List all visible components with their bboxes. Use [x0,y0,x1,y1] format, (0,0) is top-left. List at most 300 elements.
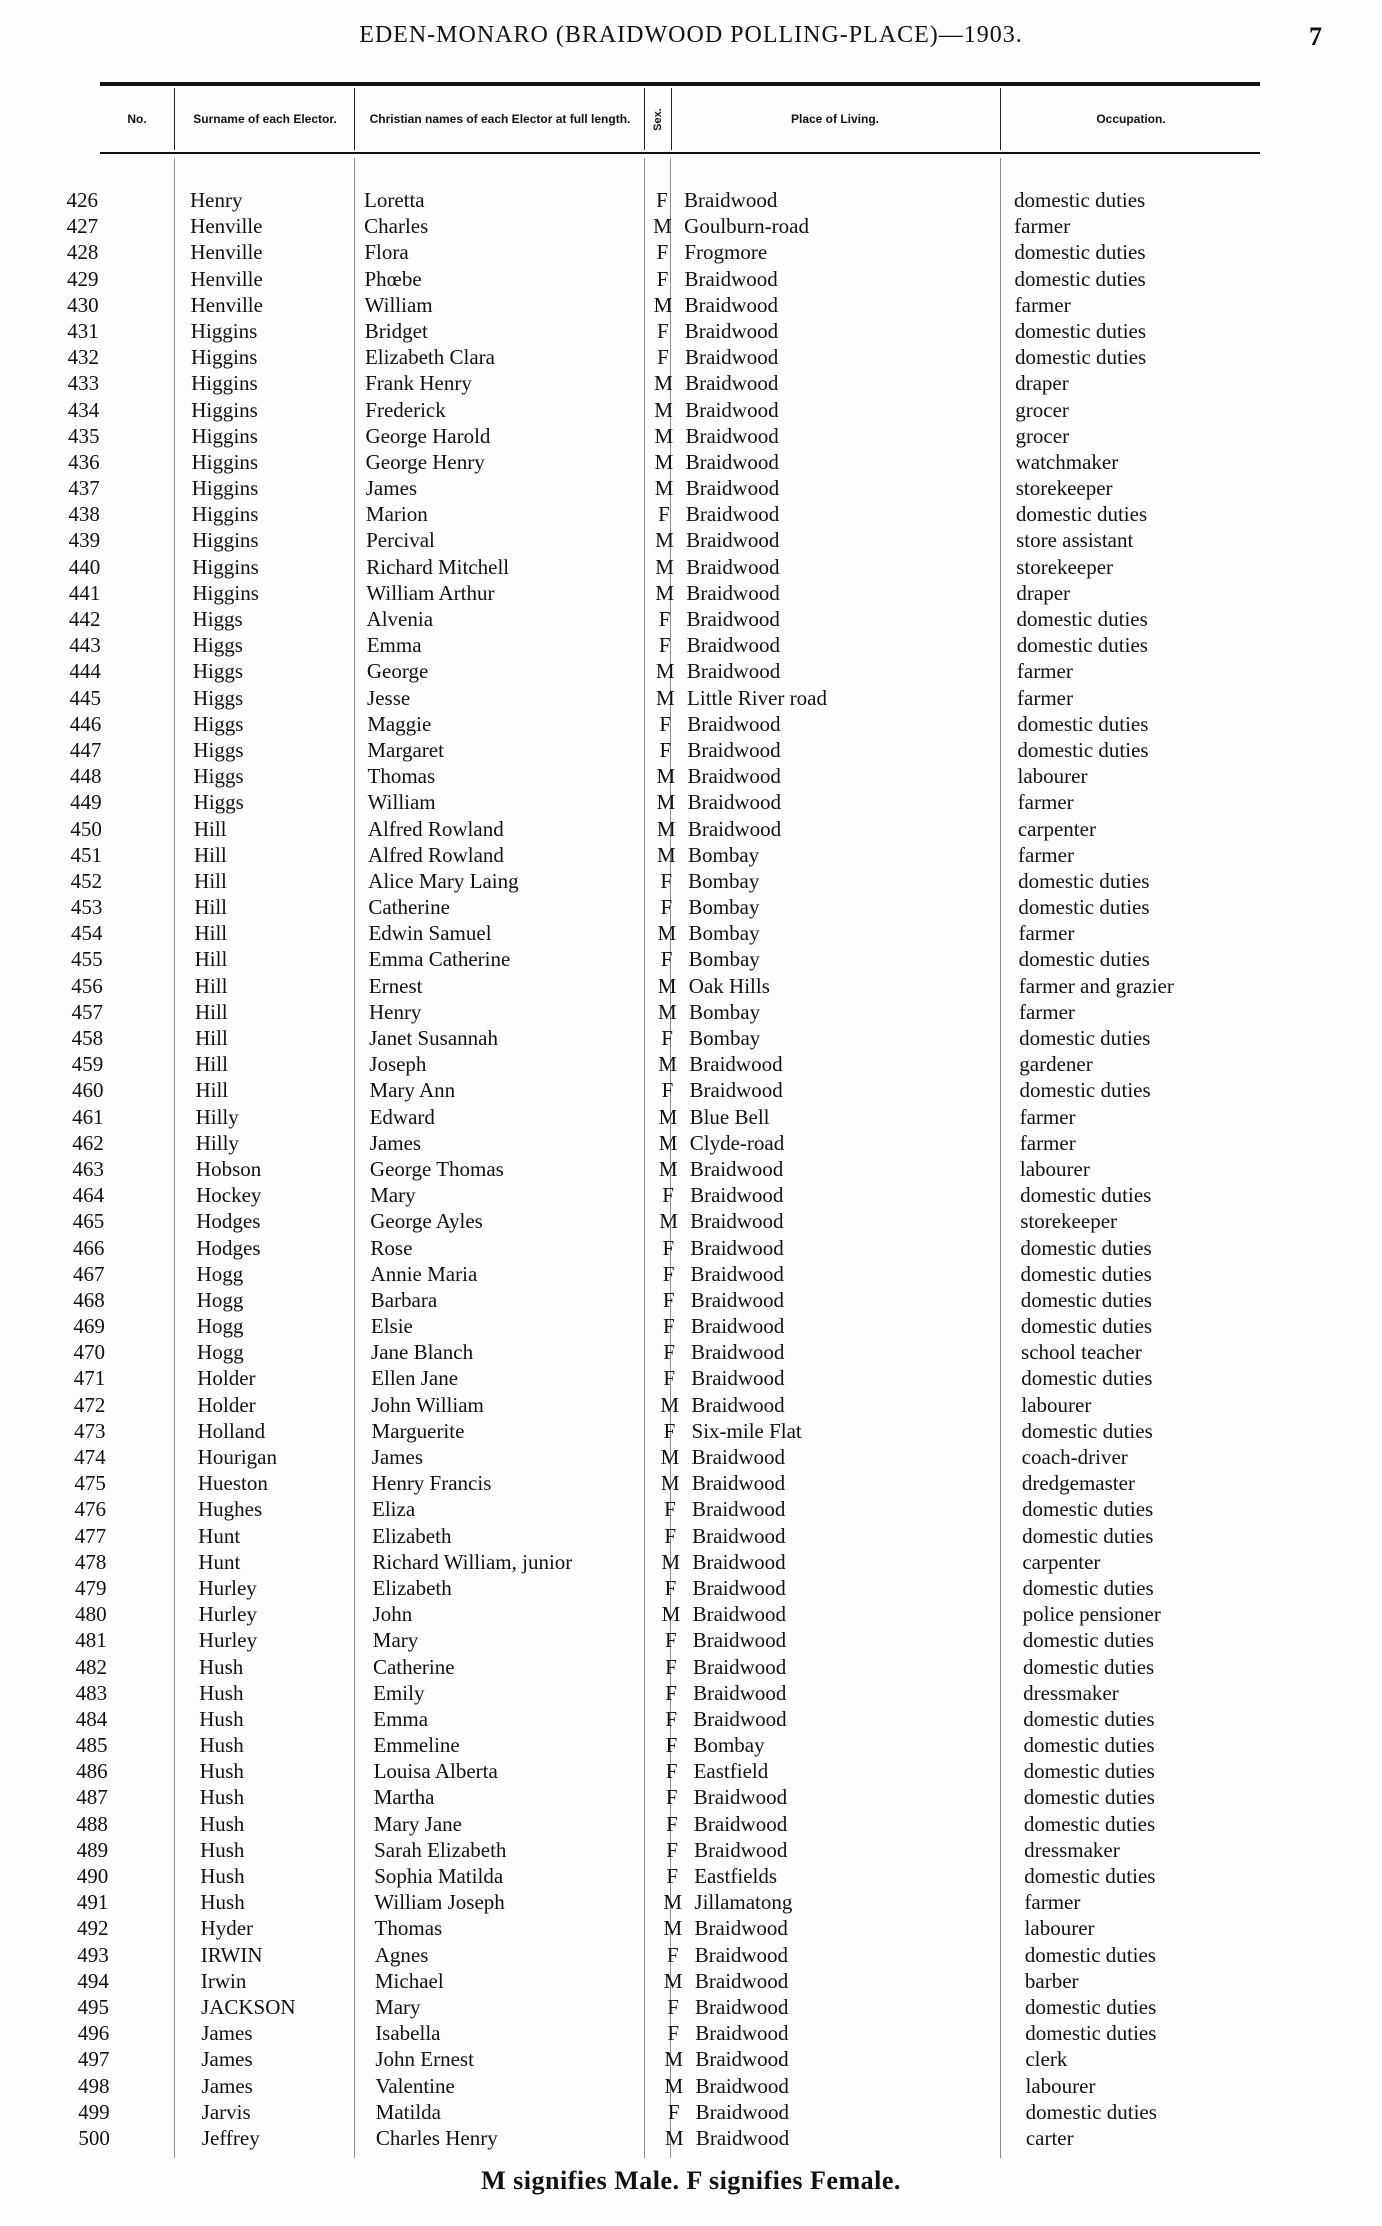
elector-number: 438 [68,502,100,527]
elector-occupation: draper [1016,580,1071,605]
elector-christian-names: Joseph [369,1052,427,1077]
elector-surname: Jarvis [201,2099,251,2124]
elector-occupation: domestic duties [1018,895,1150,920]
elector-row [0,1444,1382,1470]
elector-christian-names: Catherine [368,895,450,920]
elector-sex: F [660,947,673,972]
elector-occupation: domestic duties [1023,1759,1155,1784]
elector-sex: M [663,1916,683,1941]
elector-row [0,1051,1382,1077]
elector-christian-names: George Henry [365,449,485,474]
column-header-sex-label: Sex. [651,107,664,131]
elector-christian-names: Eliza [372,1497,416,1522]
elector-occupation: barber [1024,1968,1079,1993]
elector-sex: F [665,1706,678,1731]
elector-christian-names: William Joseph [374,1890,505,1915]
elector-christian-names: James [369,1130,422,1155]
elector-row [0,1496,1382,1522]
elector-number: 473 [74,1418,106,1443]
elector-occupation: domestic duties [1017,711,1149,736]
elector-number: 493 [77,1942,109,1967]
elector-occupation: domestic duties [1023,1785,1155,1810]
elector-occupation: farmer [1019,1130,1076,1155]
elector-surname: Henville [190,240,263,265]
elector-surname: Higgins [191,397,258,422]
elector-row [0,1601,1382,1627]
elector-christian-names: Emma [373,1706,429,1731]
elector-row [0,658,1382,684]
elector-sex: M [658,1130,678,1155]
elector-occupation: domestic duties [1018,868,1150,893]
elector-occupation: farmer [1019,1104,1076,1129]
elector-surname: Hush [200,1837,245,1862]
elector-list [0,187,1382,2151]
elector-place: Clyde-road [689,1130,785,1155]
elector-place: Six-mile Flat [691,1418,802,1443]
elector-row [0,1654,1382,1680]
elector-number: 467 [73,1261,105,1286]
elector-christian-names: George Harold [365,423,491,448]
elector-christian-names: Edward [369,1104,435,1129]
elector-sex: F [665,1680,677,1705]
elector-row [0,1470,1382,1496]
elector-occupation: domestic duties [1022,1497,1154,1522]
elector-place: Braidwood [695,2099,789,2124]
elector-sex: F [664,1575,677,1600]
elector-place: Blue Bell [689,1104,770,1129]
elector-place: Braidwood [689,1156,784,1181]
elector-surname: Holland [197,1418,266,1443]
elector-number: 489 [76,1837,109,1862]
header-bottom-rule [100,152,1260,154]
elector-row [0,1156,1382,1182]
elector-number: 435 [67,423,100,448]
elector-place: Braidwood [695,1994,789,2019]
elector-christian-names: Percival [366,528,435,553]
elector-christian-names: Margaret [367,737,444,762]
elector-christian-names: Elizabeth Clara [364,345,495,370]
elector-occupation: domestic duties [1019,1078,1151,1103]
elector-surname: Hilly [195,1130,239,1155]
elector-occupation: gardener [1019,1052,1093,1077]
elector-number: 480 [75,1602,107,1627]
elector-christian-names: William [364,292,433,317]
elector-row [0,711,1382,737]
elector-surname: Higgins [190,345,258,370]
elector-number: 439 [68,528,101,553]
elector-surname: Hunt [198,1523,241,1548]
elector-sex: M [661,1549,680,1574]
elector-sex: F [666,1942,679,1967]
elector-number: 460 [71,1078,104,1103]
elector-occupation: labourer [1025,2073,1096,2098]
elector-number: 432 [67,345,99,370]
elector-row [0,2020,1382,2046]
elector-christian-names: Charles Henry [375,2125,498,2150]
elector-sex: F [658,502,670,527]
elector-christian-names: Matilda [375,2099,441,2124]
elector-place: Braidwood [692,1549,786,1574]
elector-surname: James [201,2073,253,2098]
elector-row [0,1339,1382,1365]
elector-sex: F [666,1811,678,1836]
elector-occupation: domestic duties [1022,1575,1154,1600]
elector-number: 446 [69,711,102,736]
elector-place: Braidwood [695,2073,789,2098]
elector-number: 496 [77,2021,110,2046]
elector-occupation: dressmaker [1024,1837,1120,1862]
elector-row [0,2073,1382,2099]
elector-sex: F [658,607,671,631]
elector-number: 476 [74,1497,106,1522]
elector-row [0,1732,1382,1758]
elector-christian-names: George Thomas [369,1156,504,1181]
elector-sex: M [657,973,677,998]
elector-place: Braidwood [687,764,781,789]
elector-place: Oak Hills [688,973,770,998]
elector-surname: Hush [200,1864,245,1888]
elector-number: 451 [70,842,102,867]
elector-occupation: labourer [1024,1916,1095,1941]
elector-occupation: grocer [1015,423,1070,448]
elector-christian-names: Mary Ann [369,1078,456,1103]
elector-place: Braidwood [693,1811,788,1836]
elector-sex: M [656,816,676,841]
elector-occupation: domestic duties [1015,502,1148,527]
elector-place: Braidwood [690,1261,784,1286]
elector-christian-names: Agnes [374,1942,429,1967]
elector-occupation: dressmaker [1023,1680,1119,1705]
elector-row [0,423,1382,449]
elector-christian-names: Mary [375,1994,421,2019]
elector-sex: F [662,1235,675,1260]
elector-sex: M [657,921,677,946]
elector-place: Bombay [693,1733,765,1758]
elector-sex: M [658,1156,678,1181]
elector-place: Braidwood [690,1235,784,1260]
elector-sex: F [662,1183,674,1208]
elector-number: 471 [73,1366,106,1391]
elector-sex: F [656,188,668,212]
elector-row [0,239,1382,265]
elector-surname: Henville [190,214,263,239]
elector-sex: M [660,1392,680,1417]
elector-surname: Hunt [198,1549,241,1574]
elector-row [0,1784,1382,1810]
elector-number: 495 [77,1994,110,2019]
elector-sex: M [654,423,674,448]
elector-surname: Higgs [192,633,243,658]
elector-occupation: farmer [1018,999,1075,1024]
elector-row [0,973,1382,999]
elector-occupation: domestic duties [1020,1287,1152,1312]
elector-row [0,1968,1382,1994]
elector-surname: Hush [198,1654,244,1679]
elector-christian-names: Loretta [364,188,425,212]
elector-number: 431 [67,318,99,343]
elector-row [0,1575,1382,1601]
elector-number: 466 [72,1235,105,1260]
elector-row [0,1418,1382,1444]
elector-surname: Higgins [191,476,259,501]
elector-occupation: draper [1015,371,1069,396]
elector-number: 459 [71,1052,104,1077]
elector-number: 443 [69,633,101,658]
elector-place: Little River road [687,685,827,710]
elector-sex: M [654,397,673,422]
elector-number: 458 [71,1026,104,1050]
elector-sex: F [660,868,672,893]
elector-christian-names: James [371,1445,423,1469]
column-header-sex [644,88,672,150]
elector-occupation: grocer [1015,397,1069,422]
elector-surname: Hush [200,1890,245,1915]
elector-place: Jillamatong [694,1890,793,1915]
elector-row [0,1235,1382,1261]
elector-place: Braidwood [684,318,779,343]
elector-christian-names: Edwin Samuel [368,921,492,946]
elector-surname: Higgs [193,764,244,789]
elector-number: 472 [73,1392,106,1417]
elector-place: Braidwood [685,476,780,501]
elector-row [0,920,1382,946]
elector-surname: JACKSON [201,1994,296,2019]
elector-number: 464 [72,1183,105,1208]
elector-occupation: domestic duties [1025,2021,1157,2046]
elector-surname: Hogg [196,1261,244,1286]
elector-sex: F [665,1759,678,1784]
elector-row [0,606,1382,632]
elector-sex: F [659,737,672,762]
elector-occupation: farmer [1024,1890,1081,1915]
elector-occupation: labourer [1019,1156,1090,1181]
elector-surname: Higgs [192,659,244,684]
elector-place: Braidwood [691,1471,786,1496]
elector-occupation: carpenter [1022,1549,1101,1574]
elector-occupation: farmer [1017,685,1073,710]
elector-row [0,266,1382,292]
elector-place: Braidwood [687,790,781,815]
elector-surname: Higgins [191,502,259,527]
elector-sex: F [666,1837,678,1862]
elector-surname: Higgins [190,318,258,343]
elector-number: 485 [75,1733,108,1758]
elector-place: Braidwood [695,2047,789,2072]
elector-number: 448 [70,764,102,789]
elector-place: Braidwood [685,449,779,474]
elector-surname: Irwin [200,1968,247,1993]
elector-sex: F [664,1628,677,1653]
elector-surname: Hobson [195,1156,262,1181]
elector-row [0,1130,1382,1156]
elector-sex: M [657,999,677,1024]
elector-sex: M [653,214,672,239]
elector-row [0,580,1382,606]
elector-sex: M [660,1471,680,1496]
elector-occupation: domestic duties [1022,1523,1154,1548]
elector-sex: M [664,2073,684,2098]
elector-christian-names: Annie Maria [370,1261,478,1286]
elector-surname: Hodges [196,1235,261,1260]
elector-number: 440 [68,554,101,579]
elector-number: 490 [76,1864,109,1888]
elector-sex: F [666,1864,679,1888]
elector-sex: F [662,1261,675,1286]
elector-christian-names: John [372,1602,413,1627]
elector-number: 453 [70,895,103,920]
elector-place: Braidwood [691,1340,785,1365]
elector-christian-names: Emma [366,633,422,658]
elector-row [0,1261,1382,1287]
elector-surname: Hogg [196,1314,244,1339]
elector-surname: Hill [194,895,227,920]
column-header-surname: Surname of each Elector. [174,88,355,150]
elector-christian-names: Henry Francis [371,1471,492,1496]
elector-number: 486 [76,1759,108,1784]
elector-number: 488 [76,1811,108,1836]
elector-christian-names: John Ernest [375,2047,474,2072]
elector-occupation: domestic duties [1017,737,1149,762]
elector-occupation: domestic duties [1014,266,1146,291]
elector-christian-names: Jane Blanch [371,1340,474,1365]
elector-occupation: domestic duties [1018,947,1150,972]
elector-number: 474 [74,1445,106,1469]
elector-christian-names: Phœbe [364,266,422,291]
elector-christian-names: Michael [374,1968,444,1993]
header-rule [100,82,1260,86]
elector-sex: F [660,895,673,920]
elector-christian-names: Alfred Rowland [367,816,504,841]
elector-place: Braidwood [694,1968,789,1993]
elector-occupation: storekeeper [1020,1209,1118,1234]
elector-occupation: domestic duties [1024,1864,1156,1888]
elector-surname: Hyder [200,1916,254,1941]
elector-row [0,1182,1382,1208]
elector-christian-names: Richard William, junior [372,1549,573,1574]
elector-row [0,1942,1382,1968]
elector-place: Braidwood [694,1916,788,1941]
elector-sex: F [656,240,669,265]
elector-row [0,527,1382,553]
elector-sex: M [655,580,675,605]
elector-surname: Jeffrey [201,2125,260,2150]
elector-sex: M [653,292,673,317]
elector-occupation: coach-driver [1021,1445,1128,1469]
elector-place: Frogmore [684,240,768,265]
elector-number: 477 [74,1523,107,1548]
elector-surname: Hueston [197,1471,268,1496]
elector-place: Eastfield [693,1759,769,1784]
elector-christian-names: Alfred Rowland [368,842,504,867]
elector-place: Braidwood [693,1706,787,1731]
elector-row [0,1863,1382,1889]
elector-christian-names: George [366,659,429,684]
elector-surname: Hush [199,1759,244,1784]
elector-surname: Hill [195,1078,229,1103]
elector-occupation: farmer [1017,790,1074,815]
elector-sex: F [664,1497,676,1522]
elector-occupation: storekeeper [1015,476,1113,501]
elector-number: 429 [66,266,99,291]
elector-occupation: domestic duties [1014,188,1146,212]
elector-occupation: farmer [1014,214,1071,239]
elector-row [0,2125,1382,2151]
elector-number: 497 [77,2047,110,2072]
elector-row [0,632,1382,658]
elector-surname: Hill [194,947,228,972]
elector-row [0,1994,1382,2020]
elector-christian-names: Isabella [375,2021,441,2046]
elector-number: 426 [66,188,98,212]
elector-row [0,213,1382,239]
elector-place: Braidwood [685,423,779,448]
elector-christian-names: William Arthur [366,580,495,605]
elector-number: 442 [69,607,101,631]
elector-sex: F [663,1418,676,1443]
elector-surname: Higgins [192,554,259,579]
elector-place: Braidwood [692,1497,786,1522]
elector-place: Braidwood [690,1287,785,1312]
elector-surname: Higgins [191,371,258,396]
elector-christian-names: Flora [364,240,409,265]
elector-surname: Hurley [198,1575,257,1600]
elector-number: 428 [66,240,99,265]
column-headers [100,88,1260,150]
elector-place: Braidwood [687,816,782,841]
elector-occupation: domestic duties [1020,1314,1153,1339]
page-title: EDEN-MONARO (BRAIDWOOD POLLING-PLACE)—1903. [359,22,1023,48]
elector-sex: M [657,842,676,867]
elector-occupation: domestic duties [1016,633,1148,658]
elector-row [0,1025,1382,1051]
elector-surname: Higgs [193,737,244,762]
elector-place: Braidwood [684,266,778,291]
elector-surname: Hughes [198,1497,263,1522]
elector-sex: F [656,266,669,291]
elector-surname: Hill [194,999,228,1024]
elector-surname: Hill [194,842,227,867]
elector-occupation: farmer [1018,921,1075,946]
elector-surname: Higgins [191,423,258,448]
elector-surname: James [201,2047,253,2072]
elector-occupation: domestic duties [1020,1183,1152,1208]
elector-place: Braidwood [685,502,780,527]
elector-surname: Hilly [195,1104,239,1129]
elector-row [0,946,1382,972]
elector-place: Eastfields [694,1864,778,1888]
elector-place: Bombay [688,999,761,1024]
page-number: 7 [1309,22,1322,51]
elector-number: 463 [72,1156,104,1181]
elector-surname: Henville [190,266,263,291]
elector-christian-names: Mary [370,1183,416,1208]
elector-surname: Hush [199,1785,245,1810]
elector-sex: M [654,371,673,396]
elector-number: 479 [74,1575,107,1600]
elector-occupation: domestic duties [1021,1418,1153,1443]
elector-number: 449 [70,790,102,815]
elector-christian-names: James [365,476,418,501]
elector-number: 465 [72,1209,105,1234]
elector-occupation: domestic duties [1019,1026,1151,1050]
elector-christian-names: Alice Mary Laing [368,868,519,893]
elector-occupation: domestic duties [1014,240,1146,265]
elector-christian-names: Alvenia [366,607,434,631]
elector-number: 481 [75,1628,107,1653]
elector-number: 500 [78,2125,110,2150]
elector-row [0,1549,1382,1575]
elector-surname: Higgins [192,528,259,553]
